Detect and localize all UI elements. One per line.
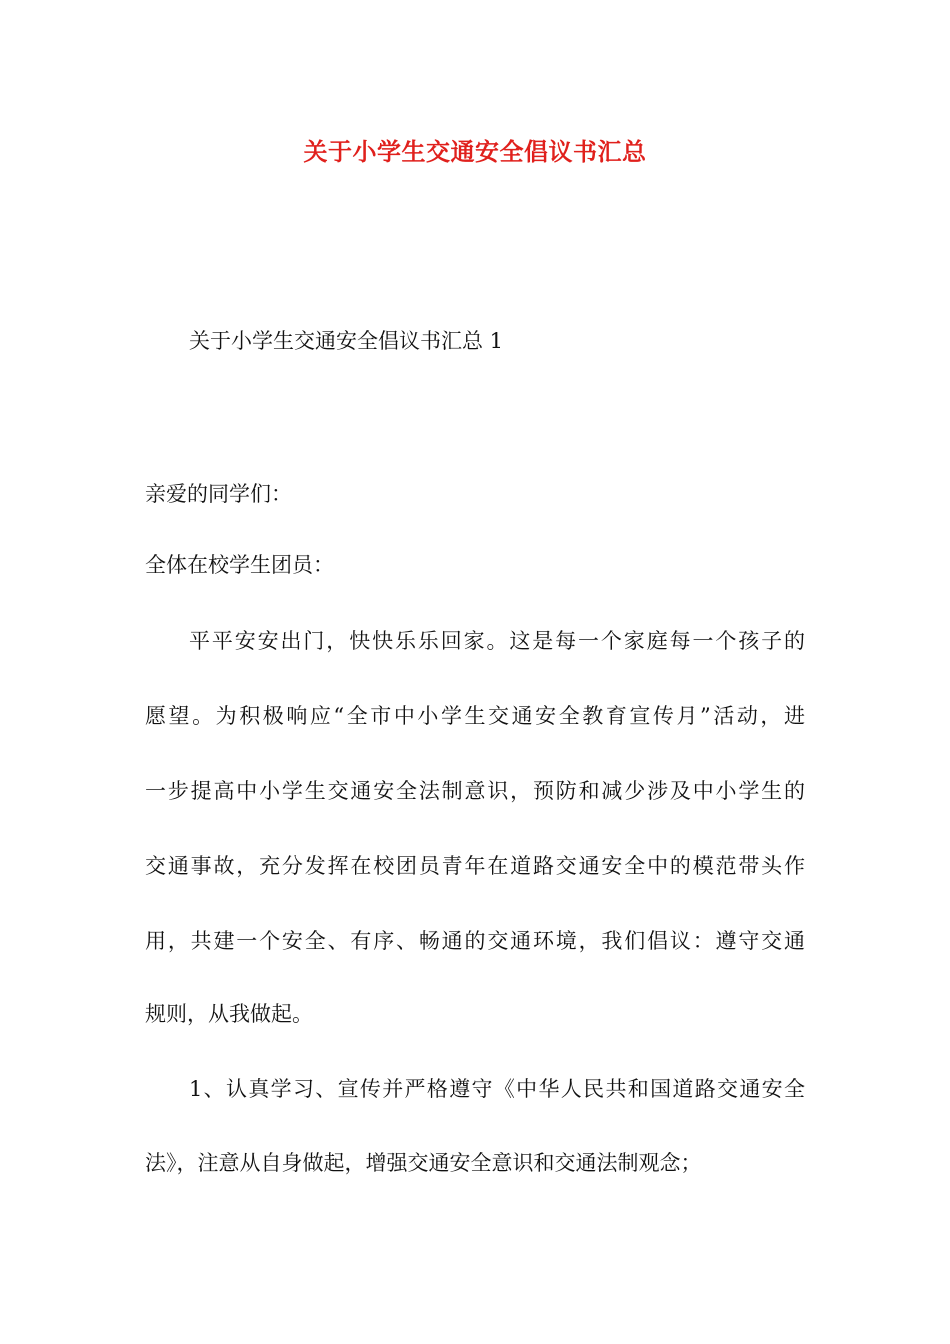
document-title: 关于小学生交通安全倡议书汇总: [303, 137, 647, 166]
paragraph-line: 用，共建一个安全、有序、畅通的交通环境，我们倡议：遵守交通: [145, 929, 805, 953]
salutation-members: 全体在校学生团员：: [145, 553, 334, 577]
paragraph-line: 一步提高中小学生交通安全法制意识，预防和减少涉及中小学生的: [145, 779, 805, 803]
paragraph-line: 愿望。为积极响应“全市中小学生交通安全教育宣传月”活动，进: [145, 704, 805, 728]
salutation-students: 亲爱的同学们：: [145, 482, 292, 506]
paragraph-line: 平平安安出门，快快乐乐回家。这是每一个家庭每一个孩子的: [189, 629, 805, 653]
paragraph-line: 法》，注意从自身做起，增强交通安全意识和交通法制观念；: [145, 1151, 702, 1175]
paragraph-line: 1、认真学习、宣传并严格遵守《中华人民共和国道路交通安全: [189, 1077, 805, 1101]
section-heading: 关于小学生交通安全倡议书汇总 1: [189, 329, 504, 353]
paragraph-line: 规则，从我做起。: [145, 1002, 313, 1026]
paragraph-line: 交通事故，充分发挥在校团员青年在道路交通安全中的模范带头作: [145, 854, 805, 878]
